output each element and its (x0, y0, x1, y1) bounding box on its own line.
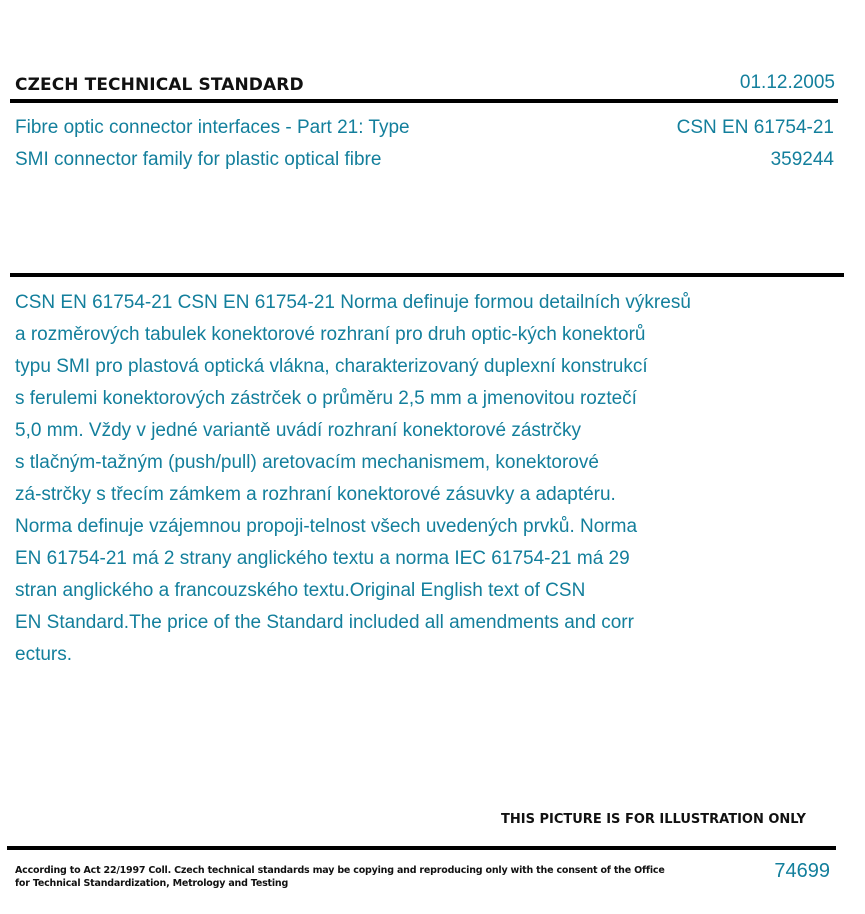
legal-notice-line-2: for Technical Standardization, Metrology and Testing (15, 878, 289, 889)
footer-rule (7, 846, 836, 850)
standard-title-line-2: SMI connector family for plastic optical fibre (15, 149, 382, 170)
document-type-heading: CZECH TECHNICAL STANDARD (15, 75, 304, 95)
illustration-notice: THIS PICTURE IS FOR ILLUSTRATION ONLY (501, 812, 806, 827)
description-line: zá-strčky s třecím zámkem a rozhraní konektorové zásuvky a adaptéru. (15, 484, 616, 505)
description-line: EN Standard.The price of the Standard included all amendments and corr (15, 612, 634, 633)
publication-date: 01.12.2005 (739, 72, 835, 93)
description-line: a rozměrových tabulek konektorové rozhraní pro druh optic-kých konektorů (15, 324, 646, 345)
legal-notice (15, 864, 665, 890)
standard-title-line-1: Fibre optic connector interfaces - Part 21: Type (15, 117, 410, 138)
description-line: stran anglického a francouzského textu.Original English text of CSN (15, 580, 586, 601)
standard-code: CSN EN 61754-21 (676, 117, 834, 138)
header-rule (10, 99, 838, 103)
legal-notice-line-1: According to Act 22/1997 Coll. Czech technical standards may be copying and reproducing only with the consent of the Office (15, 865, 665, 876)
description-line: s ferulemi konektorových zástrček o průměru 2,5 mm a jmenovitou roztečí (15, 388, 637, 409)
description-line: typu SMI pro plastová optická vlákna, charakterizovaný duplexní konstrukcí (15, 356, 648, 377)
description-line: ecturs. (15, 644, 73, 665)
description-line: CSN EN 61754-21 CSN EN 61754-21 Norma definuje formou detailních výkresů (15, 292, 691, 313)
description-line: Norma definuje vzájemnou propoji-telnost všech uvedených prvků. Norma (15, 516, 638, 537)
description-line: s tlačným-tažným (push/pull) aretovacím mechanismem, konektorové (15, 452, 599, 473)
document-number: 74699 (774, 860, 830, 882)
title-rule (10, 273, 844, 277)
description-line: 5,0 mm. Vždy v jedné variantě uvádí rozhraní konektorové zástrčky (15, 420, 582, 441)
catalog-number: 359244 (770, 149, 834, 170)
description-line: EN 61754-21 má 2 strany anglického textu a norma IEC 61754-21 má 29 (15, 548, 630, 569)
